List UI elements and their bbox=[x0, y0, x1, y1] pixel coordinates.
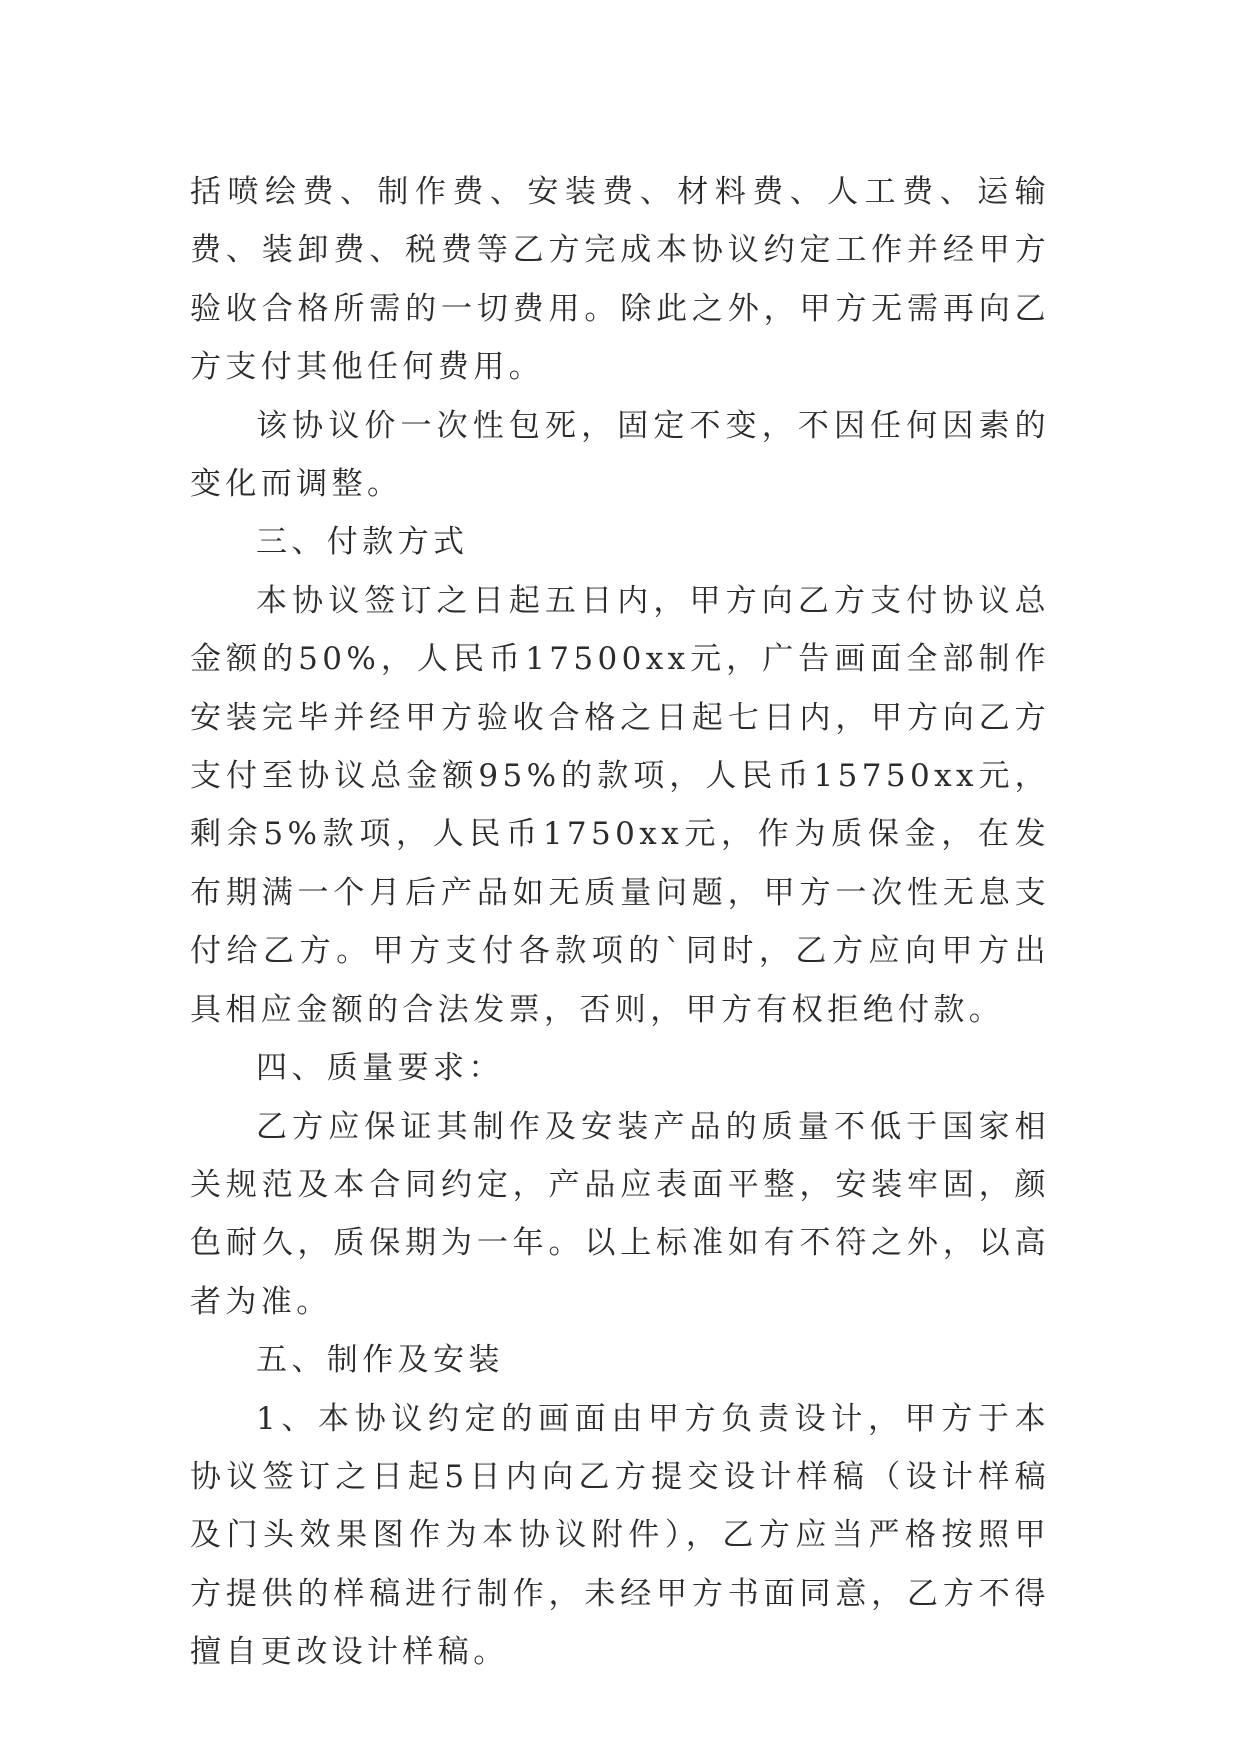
paragraph-payment-terms: 本协议签订之日起五日内，甲方向乙方支付协议总金额的50%，人民币17500xx元，广告画面全部制作安装完毕并经甲方验收合格之日起七日内，甲方向乙方支付至协议总金额95%的款项，人民币15750xx元，剩余5%款项，人民币1750xx元，作为质保金，在发布期满一个月后产品如无质量问题，甲方一次性无息支付给乙方。甲方支付各款项的`同时，乙方应向甲方出具相应金额的合法发票，否则，甲方有权拒绝付款。 bbox=[190, 582, 1050, 1028]
heading-quality-requirements: 四、质量要求： bbox=[256, 1050, 504, 1087]
paragraph-quality-terms: 乙方应保证其制作及安装产品的质量不低于国家相关规范及本合同约定，产品应表面平整，安装牢固，颜色耐久，质保期为一年。以上标准如有不符之外，以高者为准。 bbox=[190, 1108, 1050, 1320]
heading-payment-method: 三、付款方式 bbox=[256, 524, 469, 561]
heading-production-installation: 五、制作及安装 bbox=[256, 1342, 504, 1379]
document-body bbox=[190, 163, 1050, 1682]
paragraph-fees: 括喷绘费、制作费、安装费、材料费、人工费、运输费、装卸费、税费等乙方完成本协议约定工作并经甲方验收合格所需的一切费用。除此之外，甲方无需再向乙方支付其他任何费用。 bbox=[190, 174, 1050, 386]
paragraph-design-terms: 1、本协议约定的画面由甲方负责设计，甲方于本协议签订之日起5日内向乙方提交设计样稿（设计样稿及门头效果图作为本协议附件），乙方应当严格按照甲方提供的样稿进行制作，未经甲方书面同意，乙方不得擅自更改设计样稿。 bbox=[190, 1400, 1050, 1671]
paragraph-fixed-price: 该协议价一次性包死，固定不变，不因任何因素的变化而调整。 bbox=[190, 407, 1050, 503]
